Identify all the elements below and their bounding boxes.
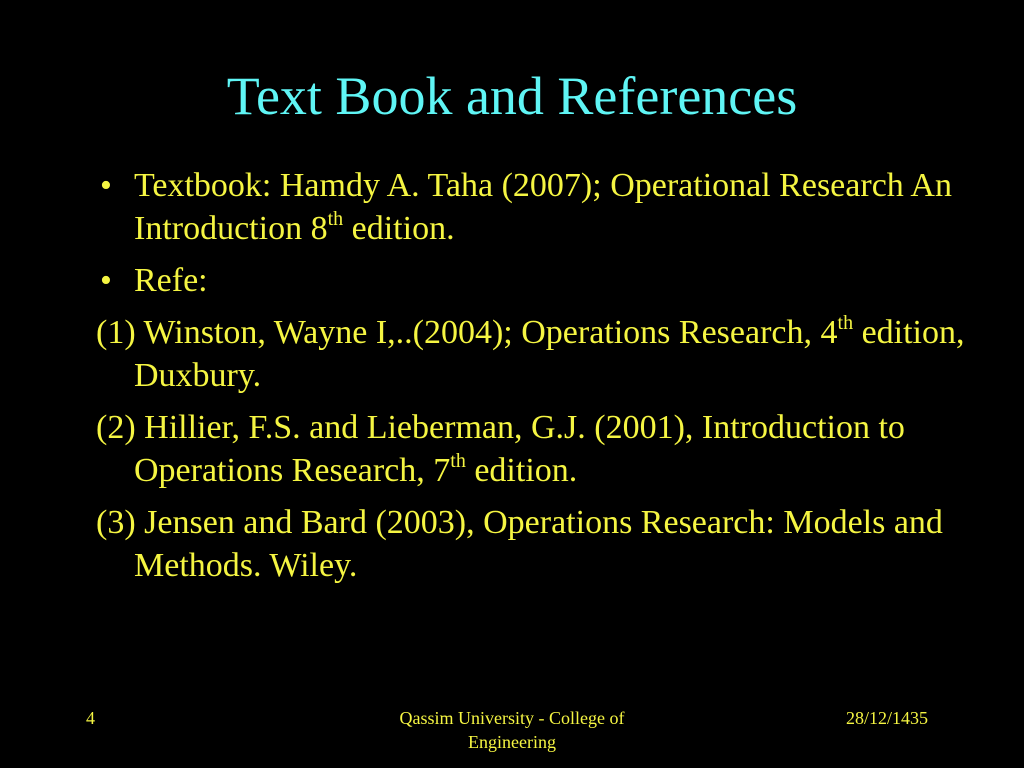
reference-2-text-end: edition. — [465, 452, 578, 489]
reference-2 — [96, 406, 976, 492]
reference-1 — [96, 311, 976, 397]
reference-3 — [96, 501, 976, 587]
footer-date: 28/12/1435 — [846, 708, 929, 728]
list-item-references — [96, 259, 976, 302]
bullet-icon: • — [100, 167, 112, 204]
reference-1-text-end: edition, Duxbury. — [134, 314, 965, 394]
reference-2-text: (2) Hillier, F.S. and Lieberman, G.J. (2001), Introduction to Operations Research, 7 — [96, 409, 905, 489]
reference-3-text: (3) Jensen and Bard (2003), Operations Research: Models and Methods. Wiley. — [96, 504, 943, 584]
references-label: Refe: — [134, 262, 208, 299]
textbook-text: Textbook: Hamdy A. Taha (2007); Operational Research An Introduction 8 — [134, 167, 952, 247]
slide-title: Text Book and References — [226, 66, 798, 126]
page-number: 4 — [86, 708, 95, 728]
slide-body — [96, 164, 976, 596]
list-item-textbook — [96, 164, 976, 250]
superscript: th — [450, 450, 466, 472]
bullet-icon: • — [100, 262, 112, 299]
footer-institution: Qassim University - College of Engineering — [399, 708, 625, 752]
reference-1-text: (1) Winston, Wayne I,..(2004); Operations Research, 4 — [96, 314, 838, 351]
superscript: th — [327, 208, 344, 230]
superscript: th — [837, 312, 854, 334]
textbook-text-end: edition. — [343, 210, 455, 247]
